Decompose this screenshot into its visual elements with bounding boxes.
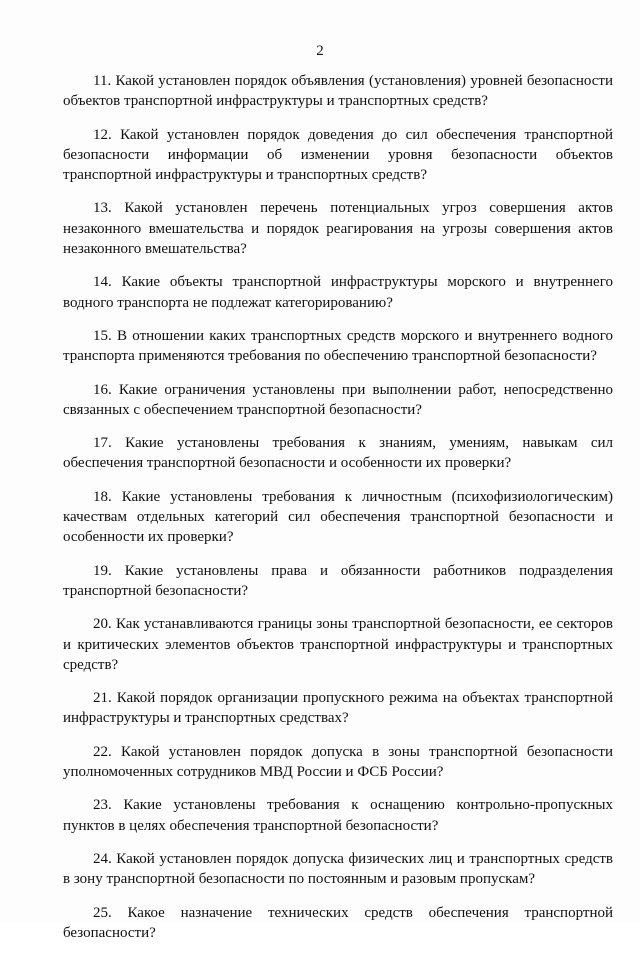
- question-item: 19. Какие установлены права и обязанности работников подразделения транспортной безопасности?: [63, 562, 613, 599]
- question-item: 12. Какой установлен порядок доведения до сил обеспечения транспортной безопасности информации об изменении уровня безопасности объектов транспортной инфраструктуры и транспортных средств?: [63, 126, 613, 184]
- question-item: 16. Какие ограничения установлены при выполнении работ, непосредственно связанных с обеспечением транспортной безопасности?: [63, 381, 613, 418]
- question-item: 25. Какое назначение технических средств обеспечения транспортной безопасности?: [63, 904, 613, 941]
- page-number: 2: [316, 43, 324, 59]
- question-item: 21. Какой порядок организации пропускного режима на объектах транспортной инфраструктуры и транспортных средствах?: [63, 690, 613, 727]
- question-item: 18. Какие установлены требования к личностным (психофизиологическим) качествам отдельных категорий сил обеспечения транспортной безопасности и особенности их проверки?: [63, 488, 613, 546]
- question-item: 11. Какой установлен порядок объявления (установления) уровней безопасности объектов транспортной инфраструктуры и транспортных средств?: [63, 73, 613, 110]
- question-item: 17. Какие установлены требования к знаниям, умениям, навыкам сил обеспечения транспортной безопасности и особенности их проверки?: [63, 435, 613, 472]
- question-list: [63, 71, 613, 956]
- question-item: 24. Какой установлен порядок допуска физических лиц и транспортных средств в зону транспортной безопасности по постоянным и разовым пропускам?: [63, 850, 613, 888]
- question-item: 20. Как устанавливаются границы зоны транспортной безопасности, ее секторов и критических элементов объектов транспортной инфраструктуры и транспортных средств?: [63, 616, 613, 673]
- question-item: 14. Какие объекты транспортной инфраструктуры морского и внутреннего водного транспорта не подлежат категорированию?: [63, 274, 613, 311]
- question-item: 22. Какой установлен порядок допуска в зоны транспортной безопасности уполномоченных сотрудников МВД России и ФСБ России?: [63, 743, 613, 781]
- question-item: 15. В отношении каких транспортных средств морского и внутреннего водного транспорта применяются требования по обеспечению транспортной безопасности?: [63, 327, 613, 365]
- question-item: 23. Какие установлены требования к оснащению контрольно-пропускных пунктов в целях обеспечения транспортной безопасности?: [63, 797, 613, 834]
- question-item: 13. Какой установлен перечень потенциальных угроз совершения актов незаконного вмешательства и порядок реагирования на угрозы совершения актов незаконного вмешательства?: [63, 200, 613, 258]
